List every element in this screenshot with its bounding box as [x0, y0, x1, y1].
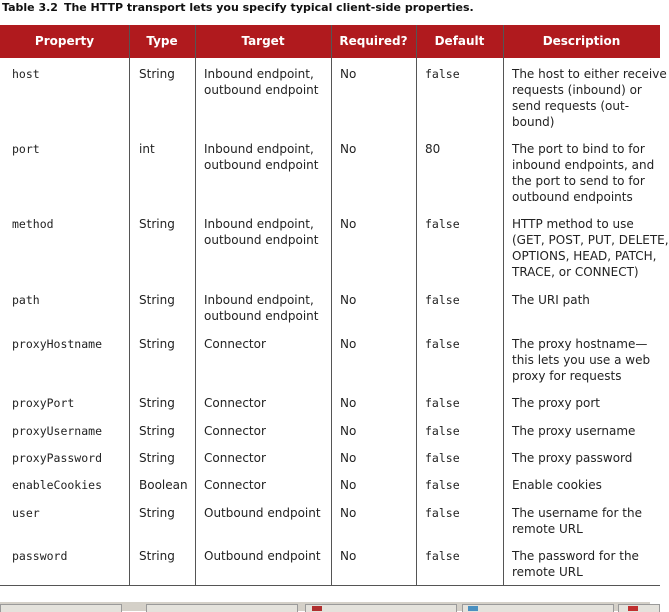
- cell-line: requests (inbound) or: [512, 83, 642, 97]
- target-cell: [204, 336, 327, 352]
- app-icon: [628, 606, 638, 611]
- description-cell: [512, 66, 667, 130]
- cell-line: The URI path: [512, 293, 590, 307]
- type-cell: String: [139, 506, 175, 520]
- taskbar: [0, 601, 650, 611]
- table-row: [0, 336, 660, 395]
- required-cell: No: [340, 549, 357, 563]
- description-cell: [512, 395, 662, 411]
- taskbar-button[interactable]: [146, 604, 298, 612]
- target-cell: [204, 477, 327, 493]
- cell-line: The host to either receive: [512, 67, 667, 81]
- description-cell: [512, 292, 662, 308]
- description-cell: [512, 336, 662, 384]
- cell-line: Inbound endpoint,: [204, 67, 314, 81]
- property-cell: proxyPort: [12, 396, 75, 410]
- type-cell: String: [139, 396, 175, 410]
- cell-line: outbound endpoint: [204, 158, 319, 172]
- cell-line: Inbound endpoint,: [204, 293, 314, 307]
- cell-line: Connector: [204, 337, 266, 351]
- property-cell: method: [12, 217, 54, 231]
- cell-line: The proxy hostname—: [512, 337, 648, 351]
- cell-line: OPTIONS, HEAD, PATCH,: [512, 249, 657, 263]
- cell-line: outbound endpoint: [204, 233, 319, 247]
- default-cell: false: [425, 478, 460, 492]
- default-cell: false: [425, 451, 460, 465]
- default-header: Default: [434, 34, 485, 48]
- type-cell: int: [139, 142, 155, 156]
- target-header: Target: [241, 34, 285, 48]
- description-header: Description: [542, 34, 621, 48]
- default-cell: 80: [425, 142, 441, 156]
- cell-line: The port to bind to for: [512, 142, 645, 156]
- default-cell: false: [425, 67, 460, 81]
- cell-line: The username for the: [512, 506, 642, 520]
- property-cell: enableCookies: [12, 478, 103, 492]
- cell-line: Connector: [204, 451, 266, 465]
- document-icon: [312, 606, 322, 611]
- cell-line: (GET, POST, PUT, DELETE,: [512, 233, 669, 247]
- cell-line: Connector: [204, 478, 266, 492]
- cell-line: The proxy port: [512, 396, 601, 410]
- type-cell: String: [139, 424, 175, 438]
- table-row: [0, 292, 660, 336]
- default-cell: false: [425, 549, 460, 563]
- required-cell: No: [340, 506, 357, 520]
- target-cell: [204, 548, 327, 564]
- cell-line: TRACE, or CONNECT): [512, 265, 639, 279]
- required-header: Required?: [339, 34, 408, 48]
- cell-line: outbound endpoints: [512, 190, 633, 204]
- target-cell: [204, 141, 327, 173]
- table-row: [0, 477, 660, 505]
- property-cell: proxyUsername: [12, 424, 103, 438]
- required-cell: No: [340, 337, 357, 351]
- cell-line: The proxy username: [512, 424, 636, 438]
- table-row: [0, 216, 669, 292]
- taskbar-button[interactable]: [305, 604, 457, 612]
- default-cell: false: [425, 337, 460, 351]
- required-cell: No: [340, 217, 357, 231]
- target-cell: [204, 423, 327, 439]
- cell-line: Inbound endpoint,: [204, 217, 314, 231]
- type-cell: String: [139, 549, 175, 563]
- taskbar-button[interactable]: [0, 604, 122, 612]
- type-header: Type: [146, 34, 178, 48]
- cell-line: send requests (out-: [512, 99, 630, 113]
- default-cell: false: [425, 396, 460, 410]
- required-cell: No: [340, 424, 357, 438]
- cell-line: Outbound endpoint: [204, 549, 321, 563]
- target-cell: [204, 216, 327, 248]
- property-cell: path: [12, 293, 40, 307]
- description-cell: [512, 423, 662, 439]
- cell-line: Enable cookies: [512, 478, 602, 492]
- description-cell: [512, 505, 662, 537]
- required-cell: No: [340, 451, 357, 465]
- default-cell: false: [425, 424, 460, 438]
- target-cell: [204, 450, 327, 466]
- cell-line: Connector: [204, 424, 266, 438]
- property-cell: host: [12, 67, 40, 81]
- table-row: [0, 505, 660, 548]
- default-cell: false: [425, 293, 460, 307]
- table-title: The HTTP transport lets you specify typical client-side properties.: [63, 1, 474, 14]
- type-cell: String: [139, 217, 175, 231]
- table-row: [0, 66, 667, 141]
- cell-line: remote URL: [512, 565, 583, 579]
- target-cell: [204, 505, 327, 521]
- type-cell: String: [139, 293, 175, 307]
- property-cell: password: [12, 549, 68, 563]
- table-number: Table 3.2: [2, 1, 58, 14]
- cell-line: the port to send to for: [512, 174, 645, 188]
- cell-line: inbound endpoints, and: [512, 158, 655, 172]
- browser-icon: [468, 606, 478, 611]
- cell-line: Connector: [204, 396, 266, 410]
- property-cell: port: [12, 142, 40, 156]
- description-cell: [512, 477, 662, 493]
- table-row: [0, 548, 660, 593]
- required-cell: No: [340, 67, 357, 81]
- cell-line: The password for the: [512, 549, 639, 563]
- cell-line: this lets you use a web: [512, 353, 651, 367]
- required-cell: No: [340, 293, 357, 307]
- cell-line: HTTP method to use: [512, 217, 634, 231]
- cell-line: The proxy password: [512, 451, 633, 465]
- description-cell: [512, 548, 662, 580]
- cell-line: outbound endpoint: [204, 83, 319, 97]
- property-cell: proxyPassword: [12, 451, 103, 465]
- target-cell: [204, 395, 327, 411]
- description-cell: [512, 141, 662, 205]
- cell-line: Inbound endpoint,: [204, 142, 314, 156]
- property-header: Property: [34, 34, 95, 48]
- type-cell: Boolean: [139, 478, 188, 492]
- table-caption: [2, 1, 474, 14]
- type-cell: String: [139, 451, 175, 465]
- target-cell: [204, 292, 327, 324]
- property-cell: proxyHostname: [12, 337, 103, 351]
- default-cell: false: [425, 506, 460, 520]
- default-cell: false: [425, 217, 460, 231]
- cell-line: remote URL: [512, 522, 583, 536]
- table-row: [0, 395, 660, 423]
- description-cell: [512, 450, 662, 466]
- cell-line: Outbound endpoint: [204, 506, 321, 520]
- cell-line: outbound endpoint: [204, 309, 319, 323]
- type-cell: String: [139, 67, 175, 81]
- cell-line: proxy for requests: [512, 369, 622, 383]
- table-header-row: [0, 25, 660, 58]
- target-cell: [204, 66, 327, 98]
- property-cell: user: [12, 506, 40, 520]
- taskbar-button[interactable]: [462, 604, 614, 612]
- description-cell: [512, 216, 669, 280]
- type-cell: String: [139, 337, 175, 351]
- cell-line: bound): [512, 115, 555, 129]
- table-row: [0, 450, 660, 477]
- required-cell: No: [340, 478, 357, 492]
- required-cell: No: [340, 396, 357, 410]
- taskbar-button[interactable]: [618, 604, 660, 612]
- table-row: [0, 423, 660, 450]
- table-row: [0, 141, 660, 216]
- required-cell: No: [340, 142, 357, 156]
